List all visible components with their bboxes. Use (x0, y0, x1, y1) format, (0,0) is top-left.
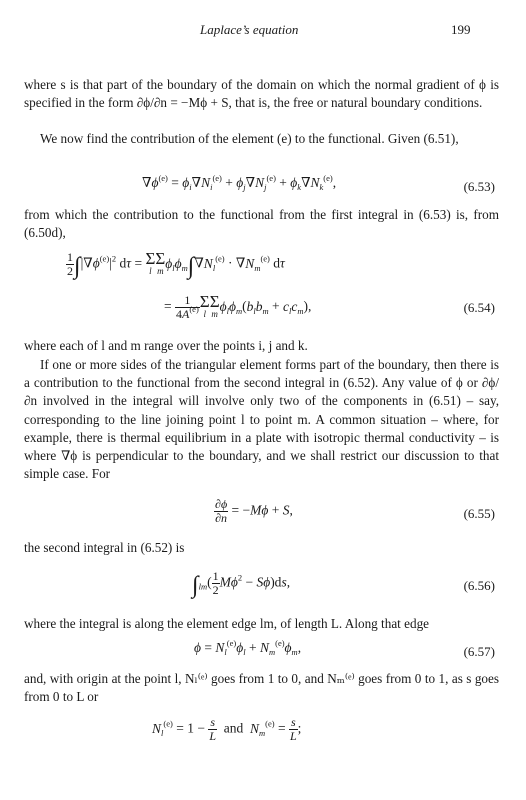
equation-6-53 (24, 175, 499, 201)
equation-6-57-body: $\phi = N_l^{(e)}\phi_l + N_m^{(e)}\phi_m$, (194, 638, 302, 657)
paragraph-2: We now find the contribution of the element (e) to the functional. Given (6.51), (40, 131, 459, 146)
paragraph-5: If one or more sides of the triangular element forms part of the boundary, then there is a contribution to the functional from the second integral in (6.52). Any value of ϕ or ∂ϕ/∂n involved in the integral will involve only two of the components in (6.51) – say, corresponding to the line joining point l to point m. A common situation – where, for example, there is thermal equilibrium in a plate with isotropic thermal conductivity – is where ∇ϕ is perpendicular to the boundary, and we shall restrict our discussion to that simple case. For (24, 357, 499, 482)
equation-6-54-label: (6.54) (463, 300, 495, 315)
page-number: 199 (451, 22, 471, 37)
equation-6-55-label: (6.55) (463, 506, 495, 521)
equation-6-54-line1 (24, 247, 499, 287)
paragraph-7: where the integral is along the element edge lm, of length L. Along that edge (24, 616, 430, 631)
running-title: Laplace’s equation (200, 22, 299, 37)
equation-6-58 (24, 714, 499, 752)
equation-6-56-body: $\int_{lm}$( $\frac{1}{2}$ $M\phi^2 - S\phi)ds$, (192, 569, 291, 599)
equation-6-56-label: (6.56) (463, 578, 495, 593)
equation-6-53-body: $\nabla\phi^{(e)} = \phi_i\nabla N_i^{(e)} + \phi_j\nabla N_j^{(e)} + \phi_k\nabla N_k^{(e)}$, (142, 173, 337, 192)
equation-6-54-line2-body: = $\frac{1}{4A^{(e)}}$ Σ l Σ m $\phi_l\phi_m(b_lb_m + c_lc_m)$, (164, 292, 312, 321)
equation-6-55-body: $\frac{\partial\phi}{\partial n}$ = −Mϕ + S, (215, 497, 293, 525)
equation-6-57 (24, 640, 499, 666)
equation-6-55 (24, 498, 499, 532)
paragraph-4: where each of l and m range over the points i, j and k. (24, 338, 308, 353)
equation-6-57-label: (6.57) (463, 644, 495, 659)
paragraph-3: from which the contribution to the functional from the first integral in (6.53) is, from (6.50d), (24, 207, 499, 241)
paragraph-6: the second integral in (6.52) is (24, 540, 185, 555)
running-head (0, 22, 526, 42)
equation-6-56 (24, 568, 499, 608)
equation-6-54-line2 (24, 290, 499, 330)
paragraph-8: and, with origin at the point l, Nₗ⁽ᵉ⁾ goes from 1 to 0, and Nₘ⁽ᵉ⁾ goes from 0 to 1, as s goes from 0 to L or (24, 671, 499, 705)
equation-6-53-label: (6.53) (463, 179, 495, 194)
equation-connector: and (223, 720, 244, 736)
equation-6-54-line1-body: $\frac{1}{2}$ $\int|\nabla\phi^{(e)}|^2$ dτ = Σ l Σ m $\phi_l\phi_m\int\nabla N_l^{(e)} \cdot \nabla N_m^{(e)}$ dτ (67, 249, 285, 280)
paragraph-1: where s is that part of the boundary of the domain on which the normal gradient of ϕ is specified in the form ∂ϕ/∂n = −Mϕ + S, that is, the free or natural boundary conditions. (24, 77, 499, 111)
equation-6-58-body: $N_l^{(e)} = 1$ − $\frac{s}{L}$ and $N_m^{(e)}$ = $\frac{s}{L}$ ; (152, 715, 302, 743)
